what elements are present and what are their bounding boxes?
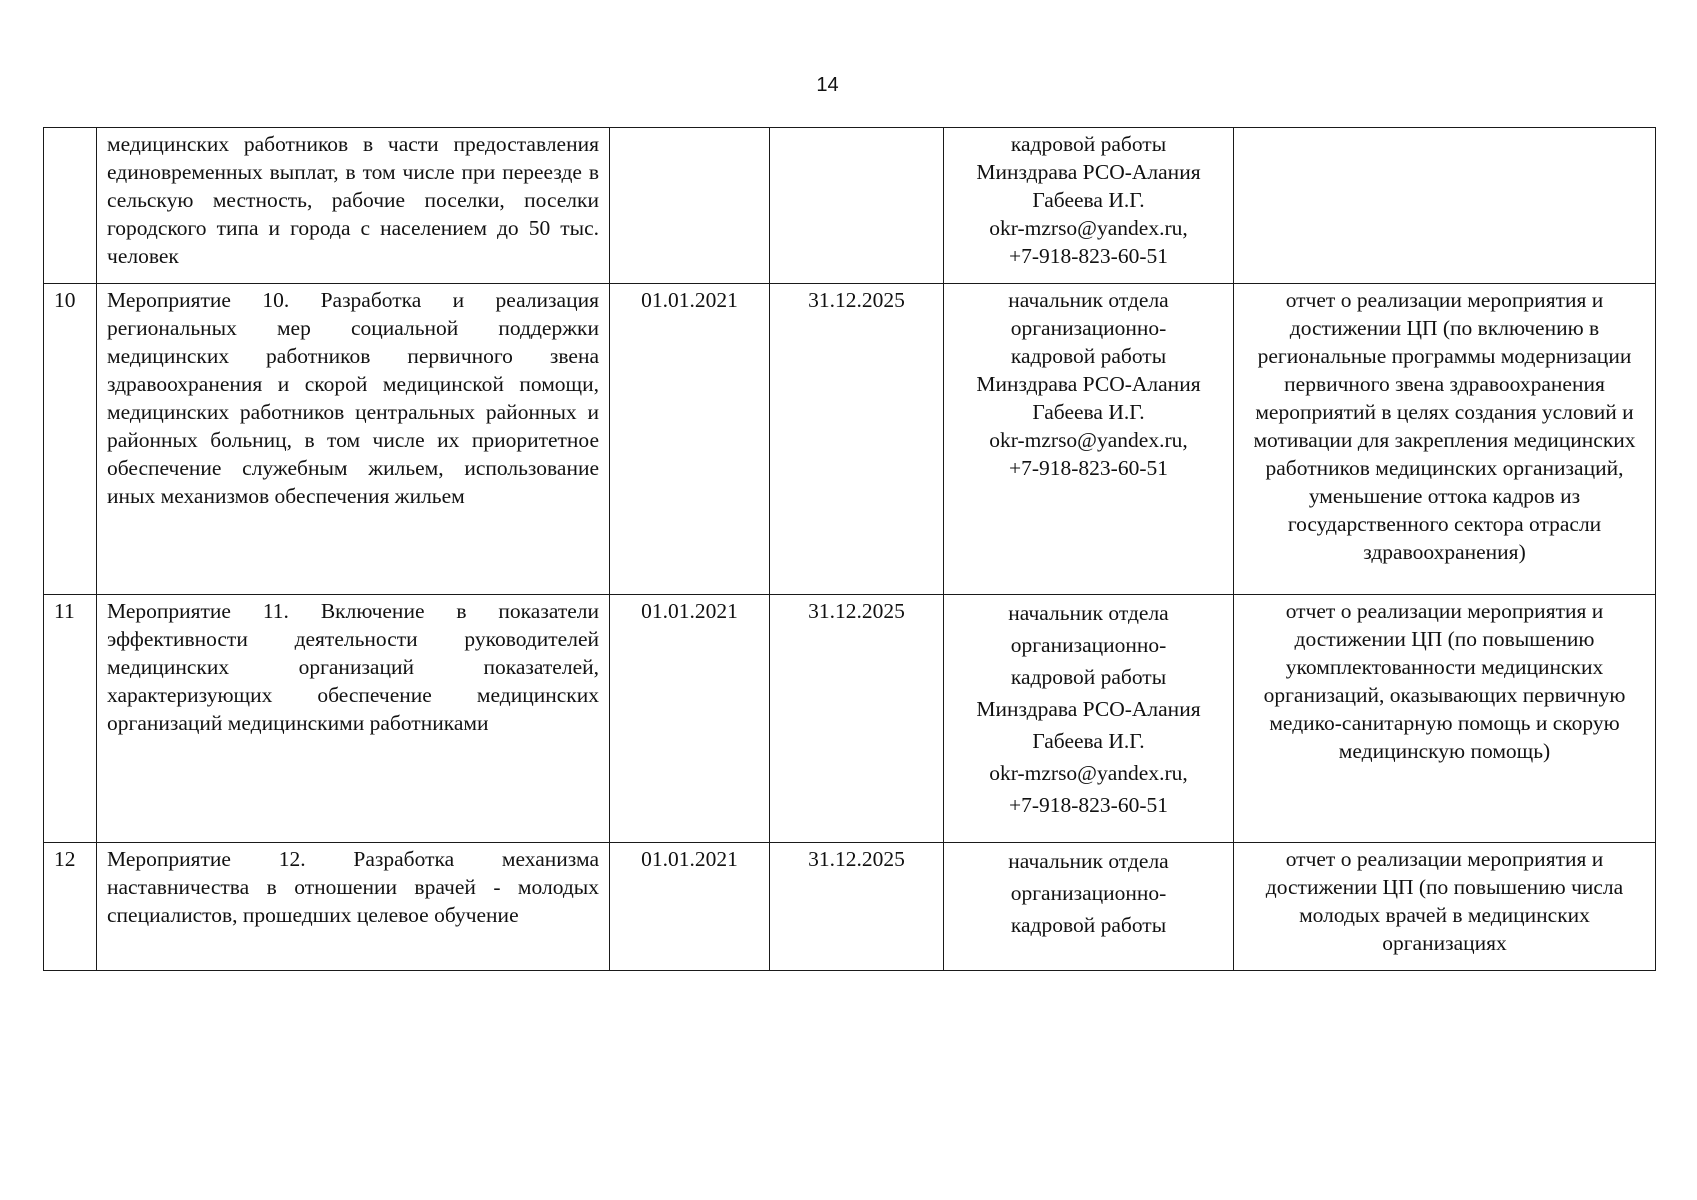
responsible-line: организационно- — [1010, 881, 1167, 905]
responsible-line: Габеева И.Г. — [1032, 729, 1145, 753]
responsible-person — [944, 128, 1234, 284]
table-row-12 — [44, 843, 1656, 971]
activity-title: медицинских работников в части предоставления единовременных выплат, в том числе при переезде в сельскую местность, рабочие поселки, поселки городского типа и города с населением до 50 тыс. человек — [97, 128, 610, 284]
responsible-line: начальник отдела — [1008, 849, 1169, 873]
end-date: 31.12.2025 — [770, 843, 944, 971]
start-date: 01.01.2021 — [610, 595, 770, 843]
end-date: 31.12.2025 — [770, 595, 944, 843]
start-date — [610, 128, 770, 284]
responsible-phone: +7-918-823-60-51 — [1008, 456, 1168, 480]
responsible-line: кадровой работы — [1010, 132, 1167, 156]
start-date: 01.01.2021 — [610, 284, 770, 595]
responsible-line: Минздрава РСО-Алания — [976, 697, 1201, 721]
responsible-email: okr-mzrso@yandex.ru, — [989, 428, 1188, 452]
responsible-line: Минздрава РСО-Алания — [976, 160, 1201, 184]
activity-title: Мероприятие 12. Разработка механизма наставничества в отношении врачей - молодых специалистов, прошедших целевое обучение — [97, 843, 610, 971]
table-row-continuation — [44, 128, 1656, 284]
end-date: 31.12.2025 — [770, 284, 944, 595]
expected-result: отчет о реализации мероприятия и достижении ЦП (по включению в региональные программы модернизации первичного звена здравоохранения мероприятий в целях создания условий и мотивации для закрепления медицинских работников медицинских организаций, уменьшение оттока кадров из государственного сектора отрасли здравоохранения) — [1234, 284, 1656, 595]
responsible-phone: +7-918-823-60-51 — [1008, 244, 1168, 268]
responsible-person — [944, 595, 1234, 843]
activity-title: Мероприятие 10. Разработка и реализация региональных мер социальной поддержки медицинских работников первичного звена здравоохранения и скорой медицинской помощи, медицинских работников центральных районных и районных больниц, в том числе их приоритетное обеспечение служебным жильем, использование иных механизмов обеспечения жильем — [97, 284, 610, 595]
table-row-11 — [44, 595, 1656, 843]
expected-result: отчет о реализации мероприятия и достижении ЦП (по повышению числа молодых врачей в медицинских организациях — [1234, 843, 1656, 971]
responsible-line: Минздрава РСО-Алания — [976, 372, 1201, 396]
row-number: 12 — [44, 843, 97, 971]
activities-table — [43, 127, 1656, 971]
row-number — [44, 128, 97, 284]
row-number: 10 — [44, 284, 97, 595]
end-date — [770, 128, 944, 284]
responsible-line: начальник отдела — [1008, 288, 1169, 312]
responsible-line: Габеева И.Г. — [1032, 188, 1145, 212]
page-number: 14 — [816, 74, 839, 96]
responsible-line: начальник отдела — [1008, 601, 1169, 625]
responsible-line: Габеева И.Г. — [1032, 400, 1145, 424]
responsible-email: okr-mzrso@yandex.ru, — [989, 761, 1188, 785]
responsible-line: кадровой работы — [1010, 665, 1167, 689]
responsible-line: кадровой работы — [1010, 913, 1167, 937]
responsible-line: кадровой работы — [1010, 344, 1167, 368]
activity-title: Мероприятие 11. Включение в показатели эффективности деятельности руководителей медицинских организаций показателей, характеризующих обеспечение медицинских организаций медицинскими работниками — [97, 595, 610, 843]
responsible-person — [944, 843, 1234, 971]
start-date: 01.01.2021 — [610, 843, 770, 971]
table-row-10 — [44, 284, 1656, 595]
expected-result — [1234, 128, 1656, 284]
responsible-phone: +7-918-823-60-51 — [1008, 793, 1168, 817]
responsible-email: okr-mzrso@yandex.ru, — [989, 216, 1188, 240]
responsible-line: организационно- — [1010, 633, 1167, 657]
row-number: 11 — [44, 595, 97, 843]
expected-result: отчет о реализации мероприятия и достижении ЦП (по повышению укомплектованности медицинских организаций, оказывающих первичную медико-санитарную помощь и скорую медицинскую помощь) — [1234, 595, 1656, 843]
responsible-person — [944, 284, 1234, 595]
responsible-line: организационно- — [1010, 316, 1167, 340]
